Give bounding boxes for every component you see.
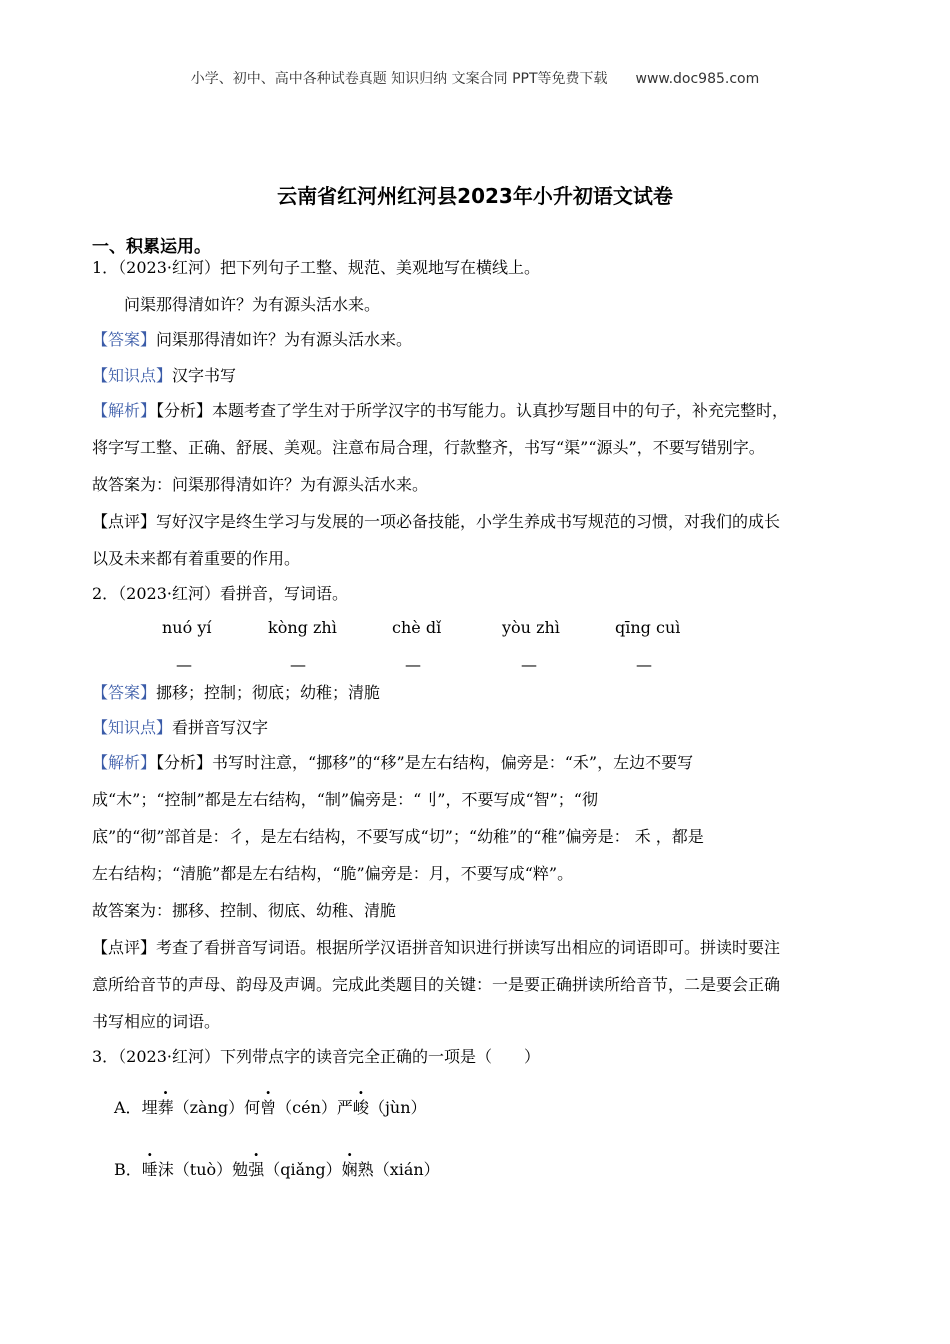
dotted-char: 强 xyxy=(248,1160,265,1179)
pinyin: （tuò） xyxy=(173,1160,233,1179)
option-label: B． xyxy=(114,1160,142,1179)
dotted-char: 唾 xyxy=(141,1160,158,1179)
header-text: 小学、初中、高中各种试卷真题 知识归纳 文案合同 PPT等免费下载 xyxy=(190,71,608,87)
pinyin: （jùn） xyxy=(368,1098,427,1117)
word-char: 埋 xyxy=(141,1098,158,1117)
header-site-link[interactable]: www.doc985.com xyxy=(635,71,760,87)
pinyin-1: nuó yí xyxy=(162,618,212,637)
q2-comment-line-3: 书写相应的词语。 xyxy=(92,1012,221,1031)
word-char: 沫 xyxy=(157,1160,174,1179)
blank-2: — xyxy=(290,655,306,674)
dotted-char: 峻 xyxy=(352,1098,369,1117)
dotted-char: 娴 xyxy=(341,1160,358,1179)
word-char: 熟 xyxy=(357,1160,374,1179)
analysis-text: 【分析】本题考查了学生对于所学汉字的书写能力。认真抄写题目中的句子，补充完整时， xyxy=(156,401,789,420)
q2-analysis-line-2: 成“木”；“控制”都是左右结构，“制”偏旁是：“刂”，不要写成“智”；“彻 xyxy=(92,790,598,809)
q2-analysis-line-1 xyxy=(92,751,693,775)
blank-4: — xyxy=(521,655,537,674)
pinyin-5: qīng cuì xyxy=(615,618,681,637)
pinyin: （qiǎng） xyxy=(264,1160,342,1179)
answer-text: 挪移；控制；彻底；幼稚；清脆 xyxy=(156,683,381,702)
knowledge-text: 汉字书写 xyxy=(172,366,237,385)
blank-5: — xyxy=(636,655,652,674)
option-b[interactable] xyxy=(114,1157,440,1180)
q2-answer xyxy=(92,681,380,705)
q2-comment-line-2: 意所给音节的声母、韵母及声调。完成此类题目的关键：一是要正确拼读所给音节，二是要会正确 xyxy=(92,975,781,994)
page-title: 云南省红河州红河县2023年小升初语文试卷 xyxy=(277,184,673,208)
blank-3: — xyxy=(405,655,421,674)
pinyin: （xián） xyxy=(373,1160,440,1179)
q2-analysis-line-4: 左右结构；“清脆”都是左右结构，“脆”偏旁是：月，不要写成“粹”。 xyxy=(92,864,574,883)
answer-text: 问渠那得清如许？为有源头活水来。 xyxy=(156,330,413,349)
q1-comment-line-2: 以及未来都有着重要的作用。 xyxy=(92,549,301,568)
option-label: A． xyxy=(114,1098,142,1117)
analysis-tag: 【解析】 xyxy=(92,401,157,420)
analysis-tag: 【解析】 xyxy=(92,753,157,772)
q1-analysis-line-1 xyxy=(92,399,788,423)
knowledge-tag: 【知识点】 xyxy=(92,366,173,385)
q2-knowledge-point xyxy=(92,716,268,740)
q2-analysis-line-3: 底”的“彻”部首是：彳，是左右结构，不要写成“切”；“幼稚”的“稚”偏旁是： 禾 ，都是 xyxy=(92,827,704,846)
option-a[interactable] xyxy=(114,1095,427,1118)
pinyin: （cén） xyxy=(276,1098,337,1117)
knowledge-tag: 【知识点】 xyxy=(92,718,173,737)
word-char: 何 xyxy=(244,1098,261,1117)
q1-stem: 1．（2023·红河）把下列句子工整、规范、美观地写在横线上。 xyxy=(92,258,540,277)
word-char: 严 xyxy=(336,1098,353,1117)
word-char: 勉 xyxy=(232,1160,249,1179)
q1-analysis-line-3: 故答案为：问渠那得清如许？为有源头活水来。 xyxy=(92,475,429,494)
pinyin-4: yòu zhì xyxy=(502,618,560,637)
dotted-char: 葬 xyxy=(157,1098,174,1117)
answer-tag: 【答案】 xyxy=(92,683,157,702)
knowledge-text: 看拼音写汉字 xyxy=(172,718,269,737)
q1-analysis-line-2: 将字写工整、正确、舒展、美观。注意布局合理，行款整齐，书写“渠”“源头”，不要写错别字。 xyxy=(92,438,765,457)
pinyin-3: chè dǐ xyxy=(392,618,442,637)
pinyin-2: kòng zhì xyxy=(268,618,337,637)
q1-knowledge-point xyxy=(92,364,236,388)
q1-comment-line-1: 【点评】写好汉字是终生学习与发展的一项必备技能，小学生养成书写规范的习惯，对我们的成长 xyxy=(92,512,781,531)
q3-stem: 3．（2023·红河）下列带点字的读音完全正确的一项是（ ） xyxy=(92,1047,540,1066)
q2-stem: 2．（2023·红河）看拼音，写词语。 xyxy=(92,584,348,603)
answer-tag: 【答案】 xyxy=(92,330,157,349)
blank-1: — xyxy=(176,655,192,674)
q1-content: 问渠那得清如许？为有源头活水来。 xyxy=(124,295,381,314)
q2-comment-line-1: 【点评】考查了看拼音写词语。根据所学汉语拼音知识进行拼读写出相应的词语即可。拼读时要注 xyxy=(92,938,781,957)
dotted-char: 曾 xyxy=(260,1098,277,1117)
page-header xyxy=(0,68,950,88)
q2-analysis-line-5: 故答案为：挪移、控制、彻底、幼稚、清脆 xyxy=(92,901,397,920)
q1-answer xyxy=(92,328,412,352)
pinyin: （zàng） xyxy=(173,1098,245,1117)
analysis-text: 【分析】书写时注意，“挪移”的“移”是左右结构，偏旁是：“禾”，左边不要写 xyxy=(156,753,694,772)
section-heading: 一、积累运用。 xyxy=(92,237,211,257)
